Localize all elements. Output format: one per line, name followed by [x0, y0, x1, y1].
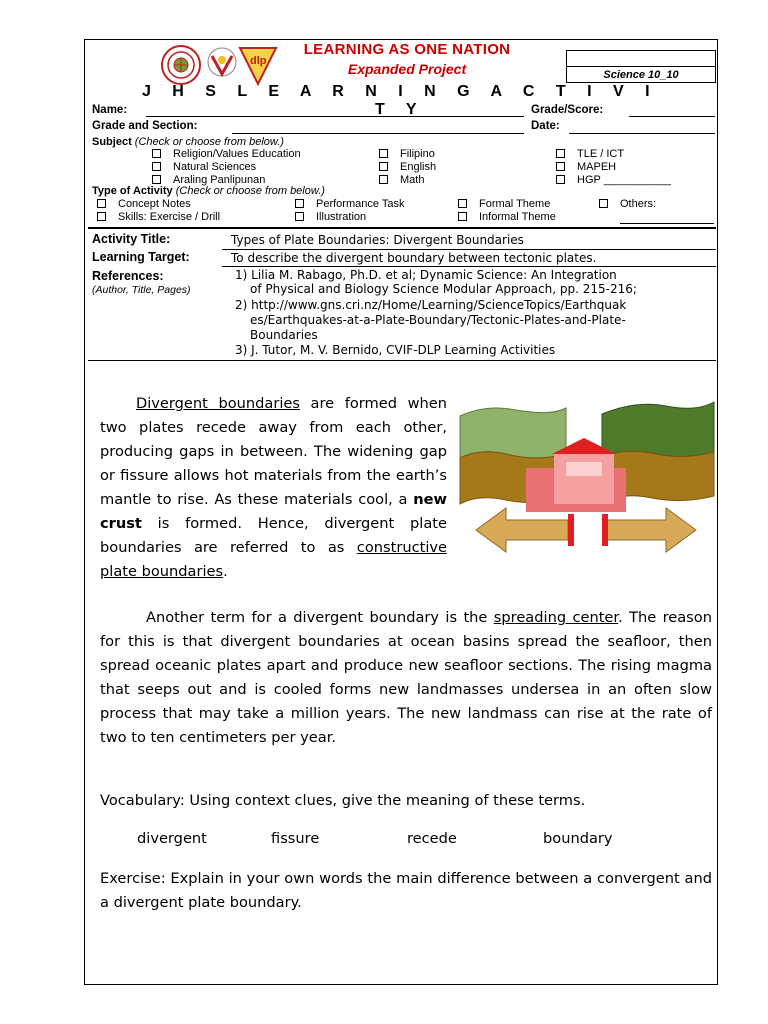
subject-note: (Check or choose from below.) [134, 136, 284, 148]
vocab-term: fissure [271, 830, 320, 847]
divider [222, 249, 716, 250]
reference-2-cont[interactable]: Boundaries [250, 328, 318, 342]
divider [222, 266, 716, 267]
activity-type-note: (Check or choose from below.) [175, 185, 325, 197]
vocabulary-instruction: Vocabulary: Using context clues, give the meaning of these terms. [100, 792, 586, 809]
vocab-term: boundary [543, 830, 613, 847]
reference-1: 1) Lilia M. Rabago, Ph.D. et al; Dynamic Science: An Integration [235, 268, 617, 282]
activity-option[interactable]: Performance Task [295, 198, 404, 210]
spreading-center-paragraph: Another term for a divergent boundary is the spreading center. The reason for this is that divergent boundaries at ocean basins spread the seafloor, then spread oceanic plates apart and produce new seafloor sections. The rising magma that seeps out and is cooled forms new landmasses undersea in an often slow process that may take a million years. The new landmass can rise at the rate of two to ten centimeters per year. [100, 609, 712, 746]
subject-code: Science 10_10 [566, 66, 716, 83]
checkbox-icon [97, 212, 106, 221]
subject-option[interactable]: Natural Sciences [152, 161, 256, 173]
activity-option[interactable]: Formal Theme [458, 198, 550, 210]
program-subtitle: Expanded Project [347, 61, 467, 77]
checkbox-icon [379, 149, 388, 158]
activity-option[interactable]: Others: [599, 198, 656, 210]
subject-option[interactable]: Math [379, 174, 424, 186]
activity-option[interactable]: Skills: Exercise / Drill [97, 211, 220, 223]
activity-option[interactable]: Informal Theme [458, 211, 556, 223]
subject-option[interactable]: Religion/Values Education [152, 148, 301, 160]
activity-type-label: Type of Activity [92, 185, 173, 197]
checkbox-icon [152, 149, 161, 158]
activity-option[interactable]: Illustration [295, 211, 366, 223]
section-divider [88, 360, 716, 361]
checkbox-icon [556, 175, 565, 184]
activity-heading: J H S L E A R N I N G A C T I V I T Y [141, 83, 659, 118]
checkbox-icon [152, 162, 161, 171]
term-divergent-boundaries: Divergent boundaries [136, 395, 300, 412]
vocab-term: divergent [137, 830, 207, 847]
subject-option[interactable]: Filipino [379, 148, 435, 160]
others-field[interactable] [620, 223, 714, 224]
learning-target: To describe the divergent boundary between tectonic plates. [231, 251, 597, 265]
checkbox-icon [152, 175, 161, 184]
date-label: Date: [531, 120, 560, 132]
subject-option[interactable]: MAPEH [556, 161, 616, 173]
grade-score-field[interactable] [629, 116, 715, 117]
vocab-term: recede [407, 830, 457, 847]
name-field[interactable] [146, 116, 524, 117]
checkbox-icon [295, 212, 304, 221]
subject-option[interactable]: HGP ___________ [556, 174, 671, 186]
checkbox-icon [599, 199, 608, 208]
checkbox-icon [556, 149, 565, 158]
reference-2[interactable]: 2) http://www.gns.cri.nz/Home/Learning/ScienceTopics/Earthquak [235, 298, 627, 312]
svg-text:dlp: dlp [250, 55, 267, 67]
section-divider [88, 227, 716, 229]
reference-2-cont[interactable]: es/Earthquakes-at-a-Plate-Boundary/Tectonic-Plates-and-Plate- [250, 313, 626, 327]
checkbox-icon [295, 199, 304, 208]
exercise-prompt: Exercise: Explain in your own words the main difference between a convergent and a divergent plate boundary. [100, 870, 712, 911]
program-title: LEARNING AS ONE NATION [303, 41, 511, 58]
divergent-boundary-illustration [456, 396, 722, 566]
checkbox-icon [556, 162, 565, 171]
grade-section-field[interactable] [232, 133, 524, 134]
reference-1-cont: of Physical and Biology Science Modular Approach, pp. 215-216; [250, 282, 637, 296]
checkbox-icon [379, 162, 388, 171]
term-new-crust: new crust [100, 491, 447, 532]
checkbox-icon [379, 175, 388, 184]
checkbox-icon [458, 212, 467, 221]
reference-3: 3) J. Tutor, M. V. Bernido, CVIF-DLP Learning Activities [235, 343, 556, 357]
name-label: Name: [92, 104, 128, 116]
references-note: (Author, Title, Pages) [92, 284, 191, 296]
activity-title-label: Activity Title: [92, 232, 171, 246]
subject-option[interactable]: Araling Panlipunan [152, 174, 265, 186]
activity-option[interactable]: Concept Notes [97, 198, 191, 210]
grade-section-label: Grade and Section: [92, 120, 198, 132]
intro-paragraph: Divergent boundaries are formed when two plates recede away from each other, producing gaps in between. The widening gap or fissure allows hot materials from the earth’s mantle to rise. As these materials cool, a new crust is formed. Hence, divergent plate boundaries are referred to as constructive plate boundaries. [100, 395, 447, 580]
checkbox-icon [458, 199, 467, 208]
school-seal-logo [160, 44, 202, 86]
references-label: References: [92, 269, 164, 283]
date-field[interactable] [569, 133, 715, 134]
subject-option[interactable]: TLE / ICT [556, 148, 624, 160]
learning-target-label: Learning Target: [92, 250, 190, 264]
term-spreading-center: spreading center [493, 609, 619, 626]
subject-option[interactable]: English [379, 161, 436, 173]
activity-title: Types of Plate Boundaries: Divergent Boundaries [231, 233, 524, 247]
subject-label: Subject [92, 136, 132, 148]
term-constructive-boundaries: constructive plate boundaries [100, 539, 447, 580]
cvif-logo [206, 46, 238, 82]
grade-score-label: Grade/Score: [531, 104, 604, 116]
checkbox-icon [97, 199, 106, 208]
